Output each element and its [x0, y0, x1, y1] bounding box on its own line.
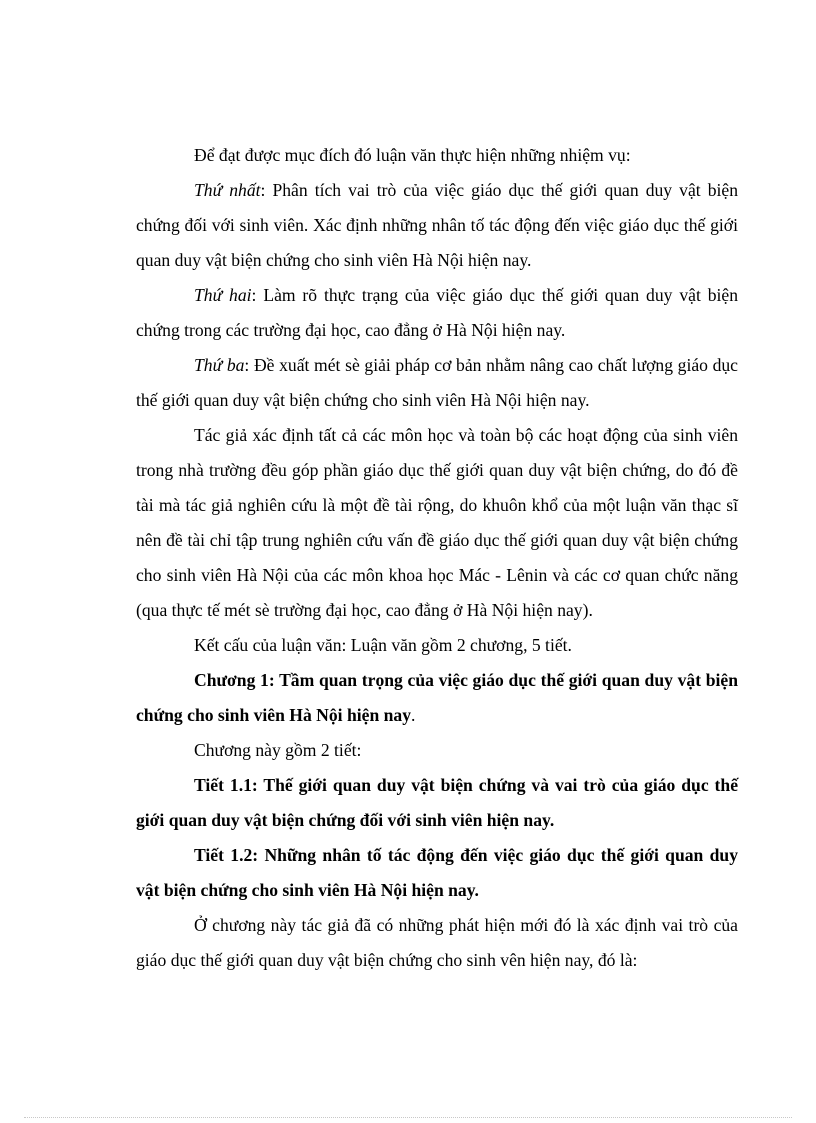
task-1-paragraph	[136, 173, 738, 278]
document-page	[136, 138, 738, 978]
task-3-text: : Đề xuất mét sè giải pháp cơ bản nhằm nâng cao chất lượng giáo dục thế giới quan duy vật biện chứng cho sinh viên Hà Nội hiện nay.	[136, 355, 738, 410]
task-1-text: : Phân tích vai trò của việc giáo dục thế giới quan duy vật biện chứng đối với sinh viên. Xác định những nhân tố tác động đến việc giáo dục thế giới quan duy vật biện chứng cho sinh viên Hà Nội hiện nay.	[136, 180, 738, 270]
findings-paragraph: Ở chương này tác giả đã có những phát hiện mới đó là xác định vai trò của giáo dục thế giới quan duy vật biện chứng cho sinh vên hiện nay, đó là:	[136, 915, 738, 970]
intro-paragraph: Để đạt được mục đích đó luận văn thực hiện những nhiệm vụ:	[194, 145, 631, 165]
task-1-label: Thứ nhất	[194, 180, 261, 200]
chapter-1-count: Chương này gồm 2 tiết:	[194, 740, 362, 760]
section-1-2-heading: Tiết 1.2: Những nhân tố tác động đến việc giáo dục thế giới quan duy vật biện chứng cho sinh viên Hà Nội hiện nay.	[136, 845, 738, 900]
structure-paragraph: Kết cấu của luận văn: Luận văn gồm 2 chương, 5 tiết.	[194, 635, 572, 655]
task-3-paragraph	[136, 348, 738, 418]
task-2-label: Thứ hai	[194, 285, 252, 305]
chapter-1-tail: .	[411, 705, 416, 725]
task-2-paragraph	[136, 278, 738, 348]
task-3-label: Thứ ba	[194, 355, 245, 375]
page-bottom-divider	[24, 1117, 792, 1118]
scope-paragraph: Tác giả xác định tất cả các môn học và toàn bộ các hoạt động của sinh viên trong nhà trường đều góp phần giáo dục thế giới quan duy vật biện chứng, do đó đề tài mà tác giả nghiên cứu là một đề tài rộng, do khuôn khổ của một luận văn thạc sĩ nên đề tài chỉ tập trung nghiên cứu vấn đề giáo dục thế giới quan duy vật biện chứng cho sinh viên Hà Nội của các môn khoa học Mác - Lênin và các cơ quan chức năng (qua thực tế mét sè trường đại học, cao đẳng ở Hà Nội hiện nay).	[136, 425, 738, 620]
task-2-text: : Làm rõ thực trạng của việc giáo dục thế giới quan duy vật biện chứng trong các trường đại học, cao đẳng ở Hà Nội hiện nay.	[136, 285, 738, 340]
chapter-1-heading	[136, 663, 738, 733]
section-1-1-heading: Tiết 1.1: Thế giới quan duy vật biện chứng và vai trò của giáo dục thế giới quan duy vật biện chứng đối với sinh viên hiện nay.	[136, 775, 738, 830]
chapter-1-title: Chương 1: Tầm quan trọng của việc giáo dục thế giới quan duy vật biện chứng cho sinh viên Hà Nội hiện nay	[136, 670, 738, 725]
